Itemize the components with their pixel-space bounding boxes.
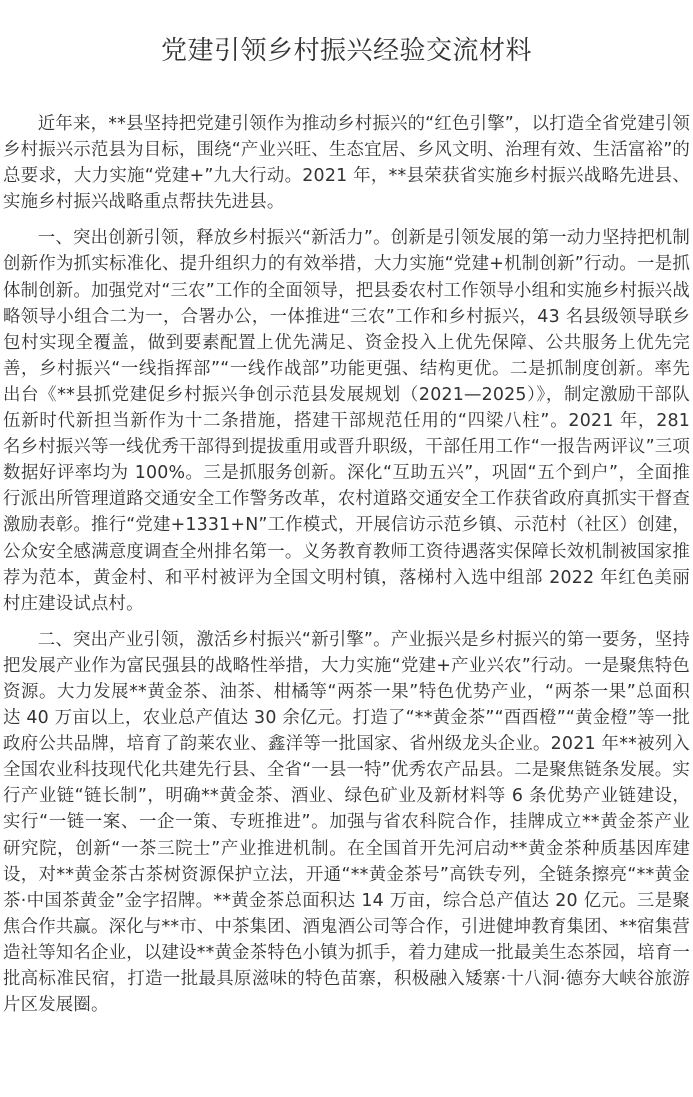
- document-body: [3, 111, 690, 1018]
- paragraph-intro: 近年来，**县坚持把党建引领作为推动乡村振兴的“红色引擎”，以打造全省党建引领乡村振兴示范县为目标，围绕“产业兴旺、生态宜居、乡风文明、治理有效、生活富裕”的总要求，大力实施“党建+”九大行动。2021 年，**县荣获省实施乡村振兴战略先进县、实施乡村振兴战略重点帮扶先进县。: [3, 114, 690, 213]
- document-title: 党建引领乡村振兴经验交流材料: [160, 36, 532, 66]
- paragraph-industry: 二、突出产业引领，激活乡村振兴“新引擎”。产业振兴是乡村振兴的第一要务，坚持把发展产业作为富民强县的战略性举措，大力实施“党建+产业兴农”行动。一是聚焦特色资源。大力发展**黄金茶、油茶、柑橘等“两茶一果”特色优势产业，“两茶一果”总面积达 40 万亩以上，农业总产值达 30 余亿元。打造了“**黄金茶”“酉酉橙”“黄金橙”等一批政府公共品牌，培育了韵莱农业、鑫洋等一批国家、省州级龙头企业。2021 年**被列入全国农业科技现代化共建先行县、全省“一县一特”优秀农产品县。二是聚焦链条发展。实行产业链“链长制”，明确**黄金茶、酒业、绿色矿业及新材料等 6 条优势产业链建设，实行“一链一案、一企一策、专班推进”。加强与省农科院合作，挂牌成立**黄金茶产业研究院，创新“一茶三院士”产业推进机制。在全国首开先河启动**黄金茶种质基因库建设，对**黄金茶古茶树资源保护立法，开通“**黄金茶号”高铁专列，全链条擦亮“**黄金茶·中国茶黄金”金字招牌。**黄金茶总面积达 14 万亩，综合总产值达 20 亿元。三是聚焦合作共赢。深化与**市、中茶集团、酒鬼酒公司等合作，引进健坤教育集团、**宿集营造社等知名企业，以建设**黄金茶特色小镇为抓手，着力建成一批最美生态茶园，培育一批高标准民宿，打造一批最具原滋味的特色苗寨，积极融入矮寨·十八洞·德夯大峡谷旅游片区发展圈。: [3, 629, 690, 1016]
- paragraph-innovation: 一、突出创新引领，释放乡村振兴“新活力”。创新是引领发展的第一动力坚持把机制创新作为抓实标准化、提升组织力的有效举措，大力实施“党建+机制创新”行动。一是抓体制创新。加强党对“三农”工作的全面领导，把县委农村工作领导小组和实施乡村振兴战略领导小组合二为一，合署办公，一体推进“三农”工作和乡村振兴，43 名县级领导联乡包村实现全覆盖，做到要素配置上优先满足、资金投入上优先保障、公共服务上优先完善，乡村振兴“一线指挥部”“一线作战部”功能更强、结构更优。二是抓制度创新。率先出台《**县抓党建促乡村振兴争创示范县发展规划（2021—2025）》，制定激励干部队伍新时代新担当新作为十二条措施，搭建干部规范任用的“四梁八柱”。2021 年，281 名乡村振兴等一线优秀干部得到提拔重用或晋升职级，干部任用工作“一报告两评议”三项数据好评率均为 100%。三是抓服务创新。深化“互助五兴”，巩固“五个到户”，全面推行派出所管理道路交通安全工作警务改革，农村道路交通安全工作获省政府真抓实干督查激励表彰。推行“党建+1331+N”工作模式，开展信访示范乡镇、示范村（社区）创建，公众安全感满意度调查全州排名第一。义务教育教师工资待遇落实保障长效机制被国家推荐为范本，黄金村、和平村被评为全国文明村镇，落梯村入选中组部 2022 年红色美丽村庄建设试点村。: [3, 228, 690, 614]
